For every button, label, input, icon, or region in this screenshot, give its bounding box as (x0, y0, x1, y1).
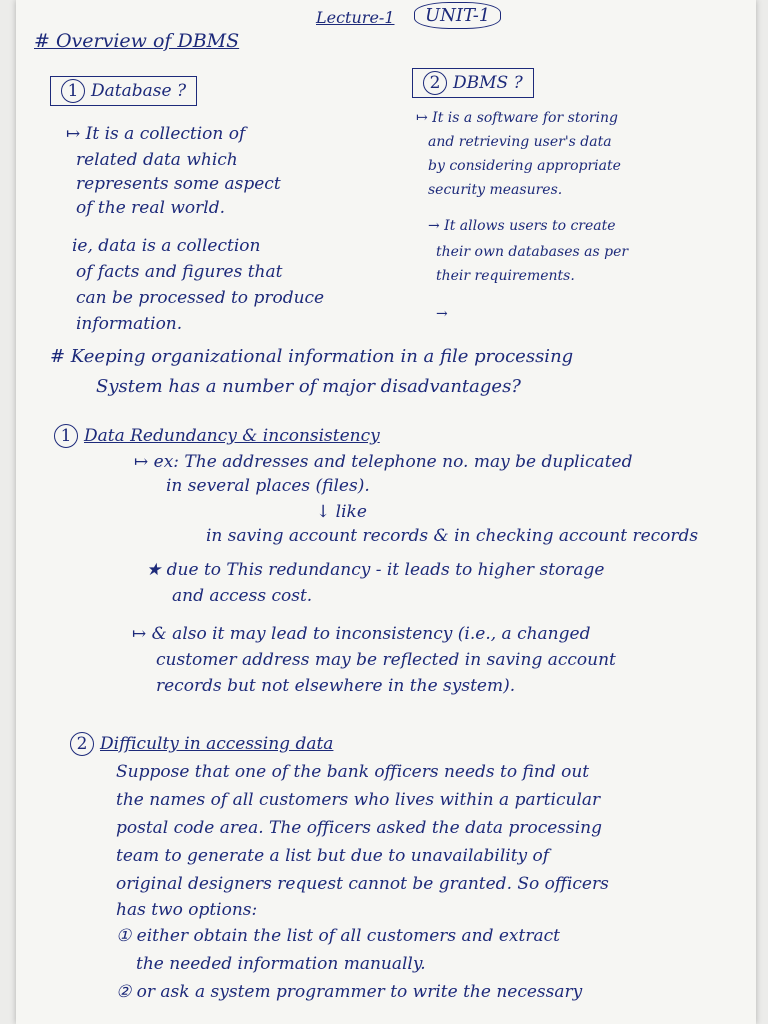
heading-text: DBMS ? (453, 73, 523, 93)
dbms-heading (412, 68, 534, 98)
left-line-1: related data which (76, 150, 238, 170)
item1-line-2: ↓ like (316, 502, 367, 522)
item2-heading (70, 732, 333, 756)
right-line-0: ↦ It is a software for storing (416, 110, 619, 126)
item1-line-0: ↦ ex: The addresses and telephone no. may be duplicated (134, 452, 633, 472)
heading-number: 1 (61, 79, 85, 103)
left-line-3: of the real world. (76, 198, 225, 218)
item-number: 1 (54, 424, 78, 448)
lecture-label: Lecture-1 (316, 8, 395, 27)
item2-line-1: the names of all customers who lives within a particular (116, 790, 601, 810)
item-title: Data Redundancy & inconsistency (84, 426, 380, 446)
page-title: # Overview of DBMS (34, 30, 240, 52)
item1-line-7: customer address may be reflected in saving account (156, 650, 616, 670)
left-line-4: ie, data is a collection (72, 236, 261, 256)
left-line-5: of facts and figures that (76, 262, 283, 282)
item1-line-4: ★ due to This redundancy - it leads to higher storage (146, 560, 605, 580)
item2-line-5: has two options: (116, 900, 258, 920)
item1-line-8: records but not elsewhere in the system). (156, 676, 516, 696)
right-line-4: → It allows users to create (428, 218, 616, 234)
heading-text: Database ? (91, 81, 187, 101)
left-line-7: information. (76, 314, 183, 334)
item1-line-1: in several places (files). (166, 476, 370, 496)
item-number: 2 (70, 732, 94, 756)
unit-label (414, 2, 501, 29)
item2-line-6: ① either obtain the list of all customers and extract (116, 926, 560, 946)
notebook-page (16, 0, 756, 1024)
left-line-6: can be processed to produce (76, 288, 325, 308)
item1-heading (54, 424, 380, 448)
left-line-2: represents some aspect (76, 174, 281, 194)
left-line-0: ↦ It is a collection of (66, 124, 246, 144)
item-title: Difficulty in accessing data (100, 734, 334, 754)
right-line-1: and retrieving user's data (428, 134, 612, 150)
item2-line-8: ② or ask a system programmer to write the necessary (116, 982, 583, 1002)
right-line-3: security measures. (428, 182, 563, 198)
item2-line-7: the needed information manually. (136, 954, 426, 974)
database-heading (50, 76, 197, 106)
section2-line-1: System has a number of major disadvantages? (96, 376, 521, 397)
right-line-2: by considering appropriate (428, 158, 621, 174)
item2-line-4: original designers request cannot be granted. So officers (116, 874, 609, 894)
item1-line-3: in saving account records & in checking account records (206, 526, 699, 546)
unit-text: UNIT-1 (425, 5, 491, 26)
right-line-5: their own databases as per (436, 244, 629, 260)
heading-number: 2 (423, 71, 447, 95)
item1-line-6: ↦ & also it may lead to inconsistency (i.e., a changed (132, 624, 591, 644)
section2-line-0: # Keeping organizational information in a file processing (50, 346, 574, 367)
right-line-7: → (436, 306, 448, 322)
item2-line-3: team to generate a list but due to unavailability of (116, 846, 550, 866)
right-line-6: their requirements. (436, 268, 575, 284)
item1-line-5: and access cost. (172, 586, 313, 606)
item2-line-0: Suppose that one of the bank officers needs to find out (116, 762, 590, 782)
item2-line-2: postal code area. The officers asked the data processing (116, 818, 603, 838)
